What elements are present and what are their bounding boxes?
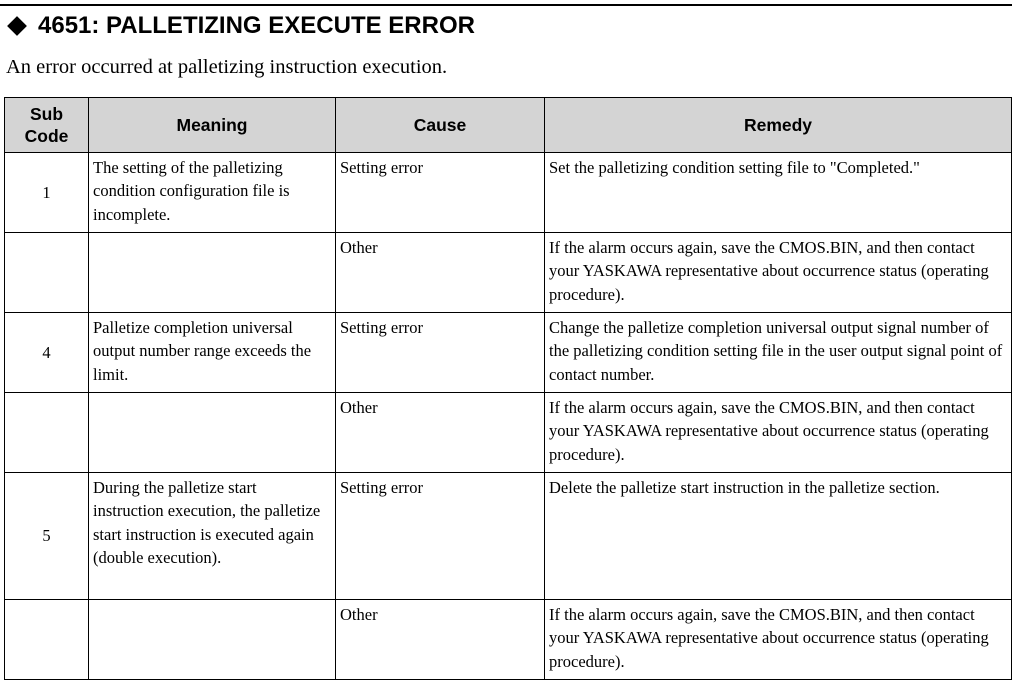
meaning-cell: The setting of the palletizing condition configuration file is incomplete. xyxy=(89,153,336,233)
table-row xyxy=(5,313,1012,393)
meaning-cell: Palletize completion universal output number range exceeds the limit. xyxy=(89,313,336,393)
cause-cell: Setting error xyxy=(336,153,545,233)
table-row xyxy=(5,600,1012,680)
remedy-cell: Delete the palletize start instruction in the palletize section. xyxy=(545,473,1012,600)
header-sub-code-line2: Code xyxy=(24,126,69,146)
remedy-cell: Change the palletize completion universal output signal number of the palletizing condition setting file in the user output signal point of contact number. xyxy=(545,313,1012,393)
meaning-cell: During the palletize start instruction execution, the palletize start instruction is executed again (double execution). xyxy=(89,473,336,600)
sub-code-cell: 1 xyxy=(5,153,89,233)
sub-code-cell: 5 xyxy=(5,473,89,600)
meaning-cell xyxy=(89,600,336,680)
cause-cell: Other xyxy=(336,233,545,313)
section-heading xyxy=(6,9,475,43)
table-header-row xyxy=(5,98,1012,153)
remedy-cell: If the alarm occurs again, save the CMOS.BIN, and then contact your YASKAWA representative about occurrence status (operating procedure). xyxy=(545,600,1012,680)
section-title: 4651: PALLETIZING EXECUTE ERROR xyxy=(38,12,475,39)
sub-code-cell: 4 xyxy=(5,313,89,393)
sub-code-cell xyxy=(5,233,89,313)
remedy-cell: If the alarm occurs again, save the CMOS.BIN, and then contact your YASKAWA representative about occurrence status (operating procedure). xyxy=(545,393,1012,473)
top-rule xyxy=(0,4,1012,6)
header-remedy: Remedy xyxy=(545,98,1012,153)
header-cause: Cause xyxy=(336,98,545,153)
meaning-cell xyxy=(89,233,336,313)
table-row xyxy=(5,473,1012,600)
header-meaning: Meaning xyxy=(89,98,336,153)
meaning-cell xyxy=(89,393,336,473)
remedy-cell: Set the palletizing condition setting file to "Completed." xyxy=(545,153,1012,233)
table-row xyxy=(5,153,1012,233)
cause-cell: Setting error xyxy=(336,473,545,600)
sub-code-cell xyxy=(5,600,89,680)
table-row xyxy=(5,233,1012,313)
sub-code-cell xyxy=(5,393,89,473)
cause-cell: Other xyxy=(336,600,545,680)
remedy-cell: If the alarm occurs again, save the CMOS.BIN, and then contact your YASKAWA representative about occurrence status (operating procedure). xyxy=(545,233,1012,313)
header-sub-code-line1: Sub xyxy=(29,104,64,124)
cause-cell: Setting error xyxy=(336,313,545,393)
header-sub-code xyxy=(5,98,89,153)
error-table xyxy=(4,97,1012,680)
section-description: An error occurred at palletizing instruction execution. xyxy=(6,56,448,78)
table-row xyxy=(5,393,1012,473)
diamond-bullet-icon xyxy=(7,16,27,36)
cause-cell: Other xyxy=(336,393,545,473)
